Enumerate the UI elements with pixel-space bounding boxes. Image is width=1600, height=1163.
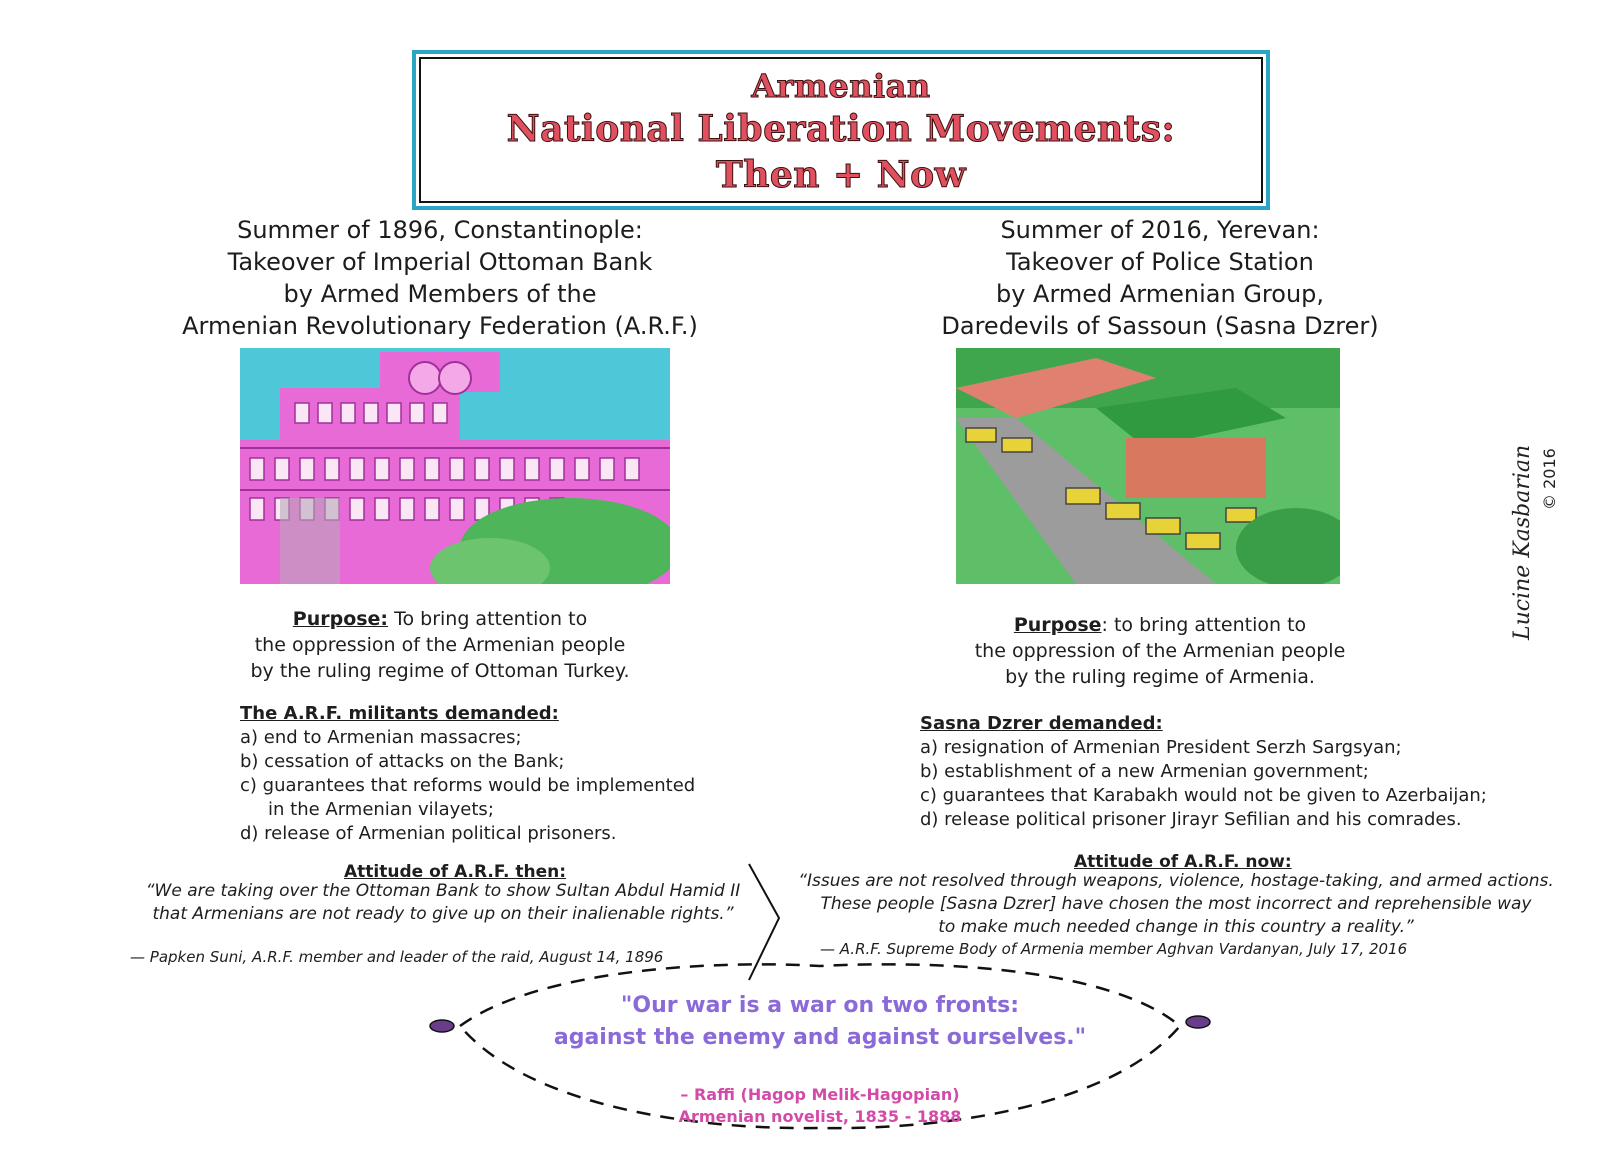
left-demand-item: in the Armenian vilayets; xyxy=(268,799,494,820)
raffi-quote-line: against the enemy and against ourselves." xyxy=(553,1025,1087,1050)
right-demand-item: c) guarantees that Karabakh would not be given to Azerbaijan; xyxy=(920,785,1487,806)
right-purpose-first: : to bring attention to xyxy=(1101,614,1307,636)
right-heading-line: Takeover of Police Station xyxy=(1006,248,1314,276)
left-heading-line: Summer of 1896, Constantinople: xyxy=(237,216,643,244)
left-demand-item: d) release of Armenian political prisoners. xyxy=(240,823,617,844)
raffi-author: – Raffi (Hagop Melik-Hagopian) xyxy=(680,1085,960,1104)
right-purpose xyxy=(930,612,1390,690)
left-quote xyxy=(128,880,758,926)
left-purpose-line: the oppression of the Armenian people xyxy=(254,634,626,656)
signature-name: Lucine Kasbarian xyxy=(1510,444,1535,640)
left-demands xyxy=(240,702,760,846)
left-heading-line: Armenian Revolutionary Federation (A.R.F.) xyxy=(182,312,698,340)
right-quote xyxy=(776,870,1576,939)
raffi-quote xyxy=(520,990,1120,1054)
right-quote-line: “Issues are not resolved through weapons, violence, hostage-taking, and armed actions. xyxy=(798,871,1554,891)
right-heading-line: Summer of 2016, Yerevan: xyxy=(1000,216,1320,244)
right-purpose-line: the oppression of the Armenian people xyxy=(974,640,1346,662)
title-line-3: Then + Now xyxy=(715,154,967,196)
right-purpose-label: Purpose xyxy=(1013,614,1102,636)
left-ribbon-knot xyxy=(430,1020,454,1032)
left-heading-line: Takeover of Imperial Ottoman Bank xyxy=(227,248,653,276)
title-line-1: Armenian xyxy=(751,67,931,105)
police-station-illustration xyxy=(956,348,1340,584)
right-demand-item: b) establishment of a new Armenian government; xyxy=(920,761,1369,782)
right-heading xyxy=(900,214,1420,342)
right-heading-line: by Armed Armenian Group, xyxy=(995,280,1325,308)
right-quote-line: These people [Sasna Dzrer] have chosen the most incorrect and reprehensible way xyxy=(820,894,1532,914)
left-purpose-line: To bring attention to xyxy=(394,608,588,630)
right-attitude-heading: Attitude of A.R.F. now: xyxy=(1074,852,1292,872)
left-quote-line: that Armenians are not ready to give up on their inalienable rights.” xyxy=(152,904,734,924)
left-demand-item: a) end to Armenian massacres; xyxy=(240,727,522,748)
right-demands-heading: Sasna Dzrer demanded: xyxy=(920,713,1163,734)
left-demand-item: b) cessation of attacks on the Bank; xyxy=(240,751,565,772)
left-demand-item: c) guarantees that reforms would be implemented xyxy=(240,775,696,796)
right-purpose-line: by the ruling regime of Armenia. xyxy=(1005,666,1315,688)
right-demand-item: a) resignation of Armenian President Serzh Sargsyan; xyxy=(920,737,1402,758)
right-quote-line: to make much needed change in this country a reality.” xyxy=(938,917,1414,937)
left-attitude-heading: Attitude of A.R.F. then: xyxy=(344,862,567,882)
raffi-attribution xyxy=(620,1084,1020,1128)
left-purpose-line: by the ruling regime of Ottoman Turkey. xyxy=(250,660,630,682)
left-heading-line: by Armed Members of the xyxy=(283,280,597,308)
right-ribbon-knot xyxy=(1186,1016,1210,1028)
left-heading xyxy=(140,214,740,342)
left-purpose-label: Purpose: xyxy=(292,608,389,630)
artist-signature xyxy=(1490,390,1559,640)
right-heading-line: Daredevils of Sassoun (Sasna Dzrer) xyxy=(941,312,1379,340)
right-attribution: — A.R.F. Supreme Body of Armenia member Aghvan Vardanyan, July 17, 2016 xyxy=(820,940,1408,958)
left-quote-line: “We are taking over the Ottoman Bank to show Sultan Abdul Hamid II xyxy=(145,881,741,901)
raffi-author-desc: Armenian novelist, 1835 - 1888 xyxy=(678,1107,962,1126)
ottoman-bank-illustration xyxy=(240,348,670,584)
right-demands xyxy=(920,712,1560,832)
left-attribution: — Papken Suni, A.R.F. member and leader of the raid, August 14, 1896 xyxy=(130,948,664,966)
signature-year: © 2016 xyxy=(1540,448,1559,510)
title-box xyxy=(412,50,1270,210)
right-demand-item: d) release political prisoner Jirayr Sefilian and his comrades. xyxy=(920,809,1462,830)
title-line-2: National Liberation Movements: xyxy=(506,108,1176,150)
left-demands-heading: The A.R.F. militants demanded: xyxy=(240,703,559,724)
left-purpose xyxy=(210,606,670,684)
raffi-quote-line: "Our war is a war on two fronts: xyxy=(620,993,1020,1018)
